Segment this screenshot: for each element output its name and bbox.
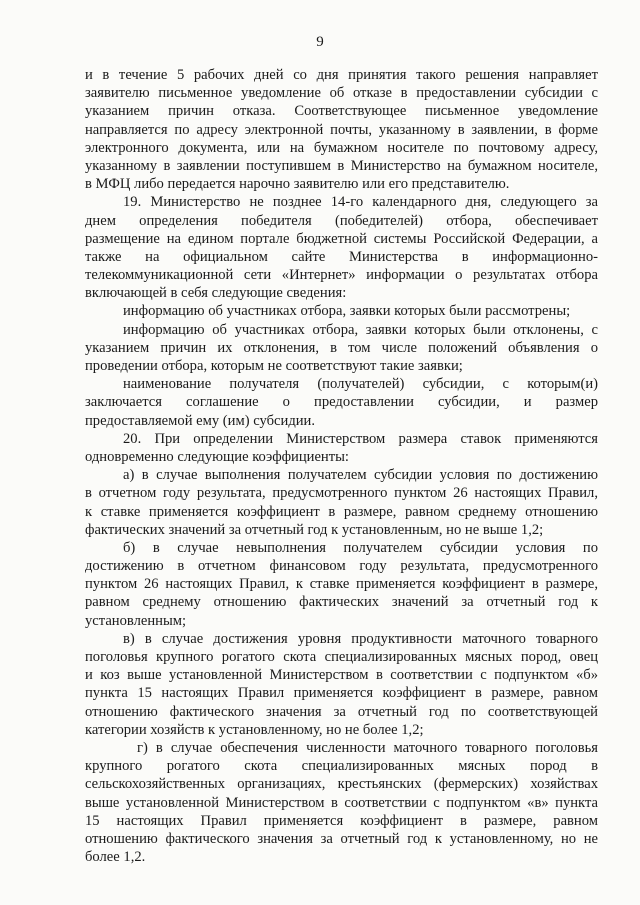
text-line: г) в случае обеспечения численности маточного товарного поголовья <box>137 739 598 756</box>
text-line: заявителю письменное уведомление об отказе в предоставлении субсидии с <box>85 85 598 102</box>
text-line: установленным; <box>85 612 187 629</box>
text-line: также на официальном сайте Министерства в информационно- <box>85 248 598 265</box>
text-line: информацию об участниках отбора, заявки которых были рассмотрены; <box>123 303 571 320</box>
text-line: заключается соглашение о предоставлении субсидии, и размер <box>85 394 598 411</box>
text-line: б) в случае невыполнения получателем субсидии условия по <box>123 539 598 556</box>
page-number: 9 <box>316 34 324 50</box>
text-line: достижению в отчетном финансовом году результата, предусмотренного <box>85 558 598 575</box>
text-line: категории хозяйств к установленному, но не более 1,2; <box>85 721 424 738</box>
text-line: отношению фактического значения за отчетный год к установленному, но не <box>85 830 598 847</box>
text-line: электронного документа, или на бумажном носителе по почтовому адресу, <box>85 139 598 156</box>
text-line: и коз выше установленной Министерством в соответствии с подпунктом «б» <box>85 667 598 684</box>
text-line: выше установленной Министерством в соответствии с подпунктом «в» пункта <box>85 794 598 811</box>
text-line: сельскохозяйственных организациях, крестьянских (фермерских) хозяйствах <box>85 776 598 793</box>
text-line: 20. При определении Министерством размера ставок применяются <box>123 430 598 447</box>
text-line: более 1,2. <box>85 849 146 866</box>
text-line: а) в случае выполнения получателем субсидии условия по достижению <box>123 467 598 484</box>
text-line: включающей в себя следующие сведения: <box>85 285 347 302</box>
text-line: отношению фактического значения за отчетный год по соответствующей <box>85 703 598 720</box>
text-line: в) в случае достижения уровня продуктивности маточного товарного <box>123 630 598 647</box>
text-line: поголовья крупного рогатого скота специализированных мясных пород, овец <box>85 649 598 665</box>
text-line: информацию об участниках отбора, заявки которых были отклонены, с <box>123 321 598 338</box>
text-line: в МФЦ либо передается нарочно заявителю или его представителю. <box>85 176 510 193</box>
text-line: пункта 15 настоящих Правил применяется коэффициент в размере, равном <box>85 685 598 702</box>
text-line: днем определения победителя (победителей) отбора, обеспечивает <box>85 212 598 229</box>
text-line: размещение на едином портале бюджетной системы Российской Федерации, а <box>85 230 598 247</box>
text-line: фактических значений за отчетный год к установленным, но не выше 1,2; <box>85 521 544 538</box>
text-line: указанием причин отказа. Соответствующее письменное уведомление <box>85 103 598 120</box>
text-line: равном среднему отношению фактических значений за отчетный год к <box>85 594 598 611</box>
text-line: пунктом 26 настоящих Правил, к ставке применяется коэффициент в размере, <box>85 576 598 593</box>
text-line: направляется по адресу электронной почты, указанному в заявлении, в форме <box>85 121 598 138</box>
text-line: 15 настоящих Правил применяется коэффициент в размере, равном <box>85 812 598 829</box>
text-line: крупного рогатого скота специализированных мясных пород в <box>85 758 598 775</box>
text-line: в отчетном году результата, предусмотренного пунктом 26 настоящих Правил, <box>85 485 598 502</box>
text-line: к ставке применяется коэффициент в размере, равном среднему отношению <box>85 503 598 520</box>
text-line: указанием причин их отклонения, в том числе положений объявления о <box>85 339 598 356</box>
text-line: указанному в заявлении поступившем в Министерство на бумажном носителе, <box>85 157 598 174</box>
document-body <box>85 66 598 866</box>
text-line: и в течение 5 рабочих дней со дня принятия такого решения направляет <box>85 67 598 83</box>
text-line: телекоммуникационной сети «Интернет» информации о результатах отбора <box>85 267 598 284</box>
text-line: наименование получателя (получателей) субсидии, с которым(и) <box>123 376 598 393</box>
text-line: 19. Министерство не позднее 14-го календарного дня, следующего за <box>123 194 598 211</box>
text-line: проведении отбора, которым не соответствуют такие заявки; <box>85 358 463 374</box>
text-line: предоставляемой ему (им) субсидии. <box>85 412 316 429</box>
text-line: одновременно следующие коэффициенты: <box>85 448 349 465</box>
